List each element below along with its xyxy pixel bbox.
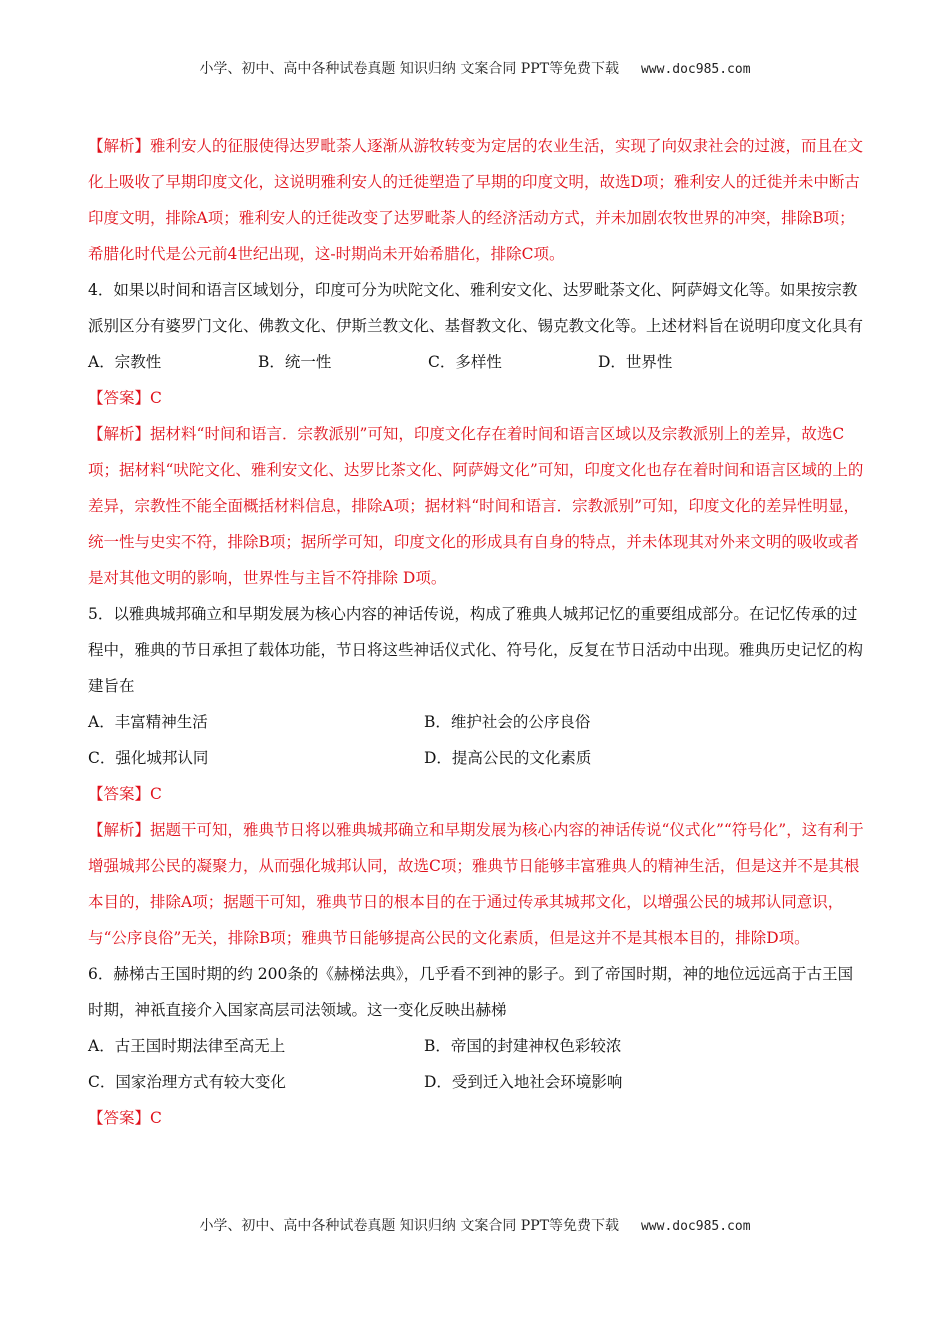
q5-analysis [88,812,868,956]
q4-option-a: A．宗教性 [88,353,162,371]
q6-answer-label: 【答案】 [88,1109,151,1127]
q3-analysis [88,128,868,272]
q4-options [88,344,868,380]
header-text: 小学、初中、高中各种试卷真题 知识归纳 文案合同 PPT等免费下载 [199,61,619,77]
q6-option-d: D．受到迁入地社会环境影响 [424,1073,623,1091]
q6-option-a: A．古王国时期法律至高无上 [88,1037,286,1055]
q4-analysis-text: 据材料“时间和语言．宗教派别”可知，印度文化存在着时间和语言区域以及宗教派别上的差异，故选C项；据材料“吠陀文化、雅利安文化、达罗比茶文化、阿萨姆文化”可知，印度文化也存在着时间和语言区域的上的差异，宗教性不能全面概括材料信息，排除A项；据材料“时间和语言．宗教派别”可知，印度文化的差异性明显，统一性与史实不符，排除B项；据所学可知，印度文化的形成具有自身的特点，并未体现其对外来文明的吸收或者是对其他文明的影响，世界性与主旨不符排除 D项。 [88,425,864,587]
q6-option-b: B．帝国的封建神权色彩较浓 [424,1037,622,1055]
q5-answer-label: 【答案】 [88,785,151,803]
q6-option-c: C．国家治理方式有较大变化 [88,1073,286,1091]
q5-answer-value: C [150,785,162,803]
footer-url[interactable]: www.doc985.com [640,1219,751,1234]
q3-analysis-label: 【解析】 [88,137,151,155]
q4-analysis-label: 【解析】 [88,425,151,443]
q4-answer-value: C [150,389,162,407]
footer-text: 小学、初中、高中各种试卷真题 知识归纳 文案合同 PPT等免费下载 [199,1218,619,1234]
q3-analysis-text: 雅利安人的征服使得达罗毗荼人逐渐从游牧转变为定居的农业生活，实现了向奴隶社会的过渡，而且在文化上吸收了早期印度文化，这说明雅利安人的迁徙塑造了早期的印度文明，故选D项；雅利安人的迁徙并未中断古印度文明，排除A项；雅利安人的迁徙改变了达罗毗荼人的经济活动方式，并未加剧农牧世界的冲突，排除B项；希腊化时代是公元前4世纪出现，这-时期尚未开始希腊化，排除C项。 [88,137,864,263]
q4-answer-label: 【答案】 [88,389,151,407]
q4-analysis [88,416,868,596]
page-header [0,58,950,78]
q4-option-b: B．统一性 [258,353,332,371]
q6-answer-value: C [150,1109,162,1127]
q6-options [88,1028,868,1100]
q4-option-d: D．世界性 [598,353,673,371]
q5-option-c: C．强化城邦认同 [88,749,209,767]
q5-analysis-text: 据题干可知，雅典节日将以雅典城邦确立和早期发展为核心内容的神话传说“仪式化”“符号化”，这有利于增强城邦公民的凝聚力，从而强化城邦认同，故选C项；雅典节日能够丰富雅典人的精神生活，但是这并不是其根本目的，排除A项；据题干可知，雅典节日的根本目的在于通过传承其城邦文化，以增强公民的城邦认同意识，与“公序良俗”无关，排除B项；雅典节日能够提高公民的文化素质，但是这并不是其根本目的，排除D项。 [88,821,864,947]
q5-option-b: B．维护社会的公序良俗 [424,713,591,731]
q6-answer [88,1100,868,1136]
q5-option-d: D．提高公民的文化素质 [424,749,592,767]
q5-option-a: A．丰富精神生活 [88,713,208,731]
document-body [88,128,868,1136]
q5-analysis-label: 【解析】 [88,821,151,839]
q6-stem: 6．赫梯古王国时期的约 200条的《赫梯法典》，几乎看不到神的影子。到了帝国时期，神的地位远远高于古王国时期，神祇直接介入国家高层司法领域。这一变化反映出赫梯 [88,965,854,1019]
page-footer [0,1215,950,1235]
q4-stem: 4．如果以时间和语言区域划分，印度可分为吠陀文化、雅利安文化、达罗毗荼文化、阿萨姆文化等。如果按宗教派别区分有婆罗门文化、佛教文化、伊斯兰教文化、基督教文化、锡克教文化等。上述材料旨在说明印度文化具有 [88,281,864,335]
q5-answer [88,776,868,812]
q5-stem: 5．以雅典城邦确立和早期发展为核心内容的神话传说，构成了雅典人城邦记忆的重要组成部分。在记忆传承的过程中，雅典的节日承担了载体功能，节日将这些神话仪式化、符号化，反复在节日活动中出现。雅典历史记忆的构建旨在 [88,605,864,695]
q4-option-c: C．多样性 [428,353,502,371]
header-url[interactable]: www.doc985.com [640,62,751,77]
q4-answer [88,380,868,416]
q5-options [88,704,868,776]
